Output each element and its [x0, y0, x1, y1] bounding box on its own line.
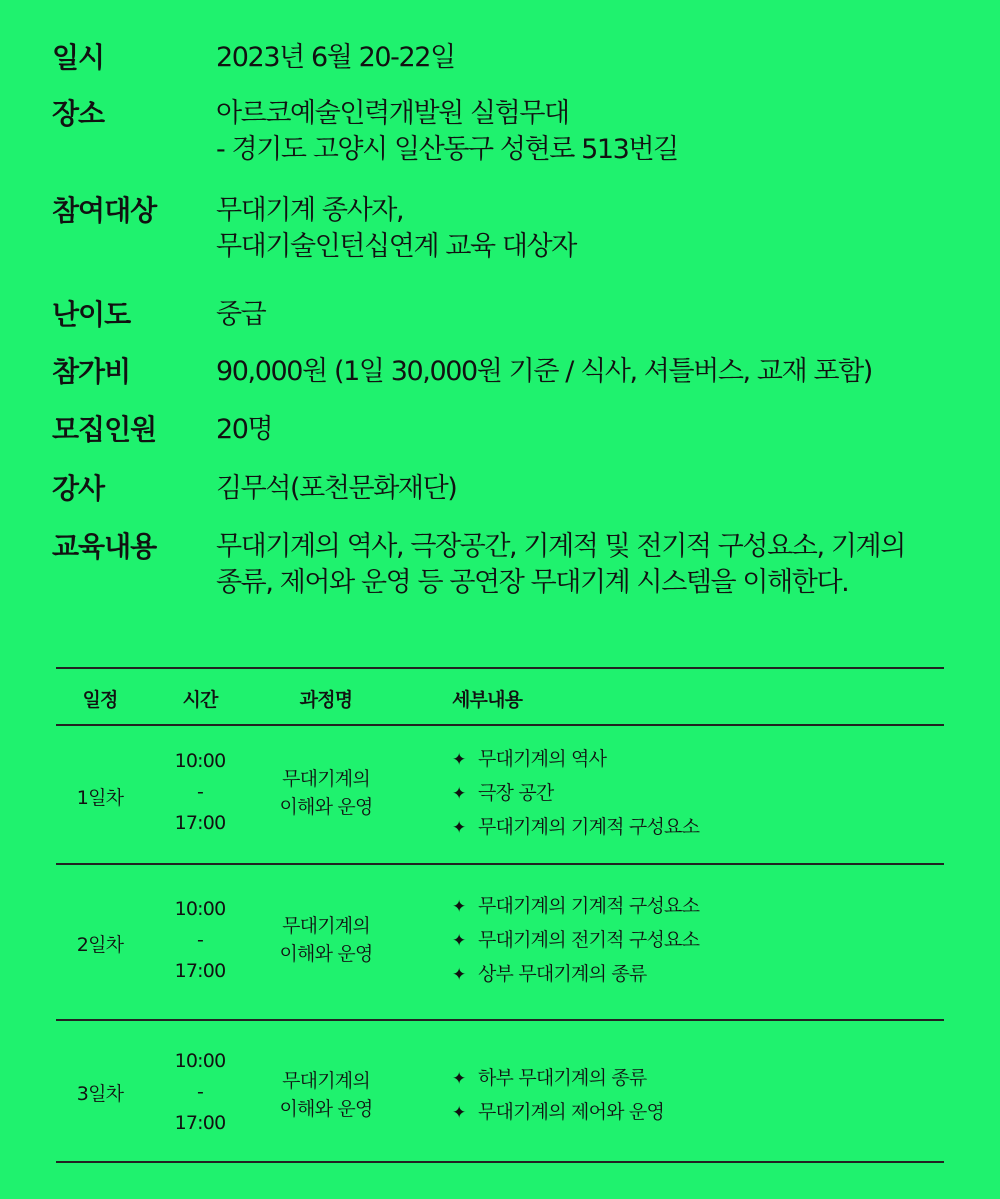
- header-day: 일정: [82, 689, 118, 711]
- info-line: 종류, 제어와 운영 등 공연장 무대기계 시스템을 이해한다.: [216, 567, 849, 598]
- info-line: 20명: [216, 414, 273, 445]
- row-course: [266, 1067, 386, 1123]
- time-start: 10:00: [174, 898, 226, 920]
- detail-text: 상부 무대기계의 종류: [478, 963, 647, 985]
- detail-item: [452, 811, 699, 845]
- info-label: 난이도: [52, 298, 131, 331]
- row-day: 2일차: [76, 934, 124, 956]
- info-label: 일시: [52, 41, 105, 74]
- info-value: [216, 354, 976, 390]
- info-line: 무대기계의 역사, 극장공간, 기계적 및 전기적 구성요소, 기계의: [216, 531, 905, 562]
- detail-text: 무대기계의 기계적 구성요소: [478, 895, 700, 917]
- row-time: [160, 1046, 240, 1139]
- row-time: [160, 894, 240, 987]
- detail-text: 무대기계의 역사: [478, 748, 607, 770]
- info-line: 무대기술인턴십연계 교육 대상자: [216, 231, 576, 262]
- row-time: [160, 746, 240, 839]
- time-separator: -: [196, 929, 204, 951]
- info-line: - 경기도 고양시 일산동구 성현로 513번길: [216, 134, 678, 165]
- sparkle-icon: ✦: [452, 784, 466, 804]
- sparkle-icon: ✦: [452, 897, 466, 917]
- row-details: [452, 1062, 664, 1130]
- header-time: 시간: [182, 689, 218, 711]
- detail-text: 무대기계의 기계적 구성요소: [478, 816, 700, 838]
- info-line: 김무석(포천문화재단): [216, 473, 457, 504]
- table-divider: [56, 724, 944, 726]
- detail-item: [452, 777, 699, 811]
- time-start: 10:00: [174, 750, 226, 772]
- header-course: 과정명: [299, 689, 353, 711]
- row-details: [452, 890, 699, 992]
- info-value: [216, 529, 976, 601]
- info-line: 2023년 6월 20-22일: [216, 42, 455, 73]
- row-course: [266, 912, 386, 968]
- sparkle-icon: ✦: [452, 965, 466, 985]
- time-start: 10:00: [174, 1050, 226, 1072]
- info-line: 무대기계 종사자,: [216, 195, 404, 226]
- sparkle-icon: ✦: [452, 750, 466, 770]
- info-value: [216, 471, 976, 507]
- detail-text: 무대기계의 제어와 운영: [478, 1101, 665, 1123]
- row-details: [452, 743, 699, 845]
- info-label: 참가비: [52, 355, 131, 388]
- info-value: [216, 297, 976, 333]
- time-separator: -: [196, 781, 204, 803]
- detail-text: 무대기계의 전기적 구성요소: [478, 929, 700, 951]
- sparkle-icon: ✦: [452, 818, 466, 838]
- course-line: 이해와 운영: [279, 796, 373, 818]
- detail-item: [452, 890, 699, 924]
- row-course: [266, 765, 386, 821]
- detail-item: [452, 1096, 664, 1130]
- info-label: 장소: [52, 97, 105, 130]
- time-end: 17:00: [174, 960, 226, 982]
- detail-item: [452, 1062, 664, 1096]
- info-value: [216, 96, 976, 168]
- time-end: 17:00: [174, 812, 226, 834]
- course-line: 이해와 운영: [279, 943, 373, 965]
- detail-text: 극장 공간: [478, 782, 554, 804]
- sparkle-icon: ✦: [452, 1069, 466, 1089]
- schedule-table: [56, 667, 944, 1163]
- course-line: 무대기계의: [282, 915, 370, 937]
- info-label: 강사: [52, 472, 105, 505]
- info-value: [216, 193, 976, 265]
- info-value: [216, 40, 976, 76]
- info-value: [216, 412, 976, 448]
- table-divider: [56, 667, 944, 669]
- table-divider: [56, 863, 944, 865]
- info-label: 교육내용: [52, 530, 157, 563]
- detail-item: [452, 924, 699, 958]
- course-line: 무대기계의: [282, 1070, 370, 1092]
- time-separator: -: [196, 1081, 204, 1103]
- detail-item: [452, 958, 699, 992]
- table-divider: [56, 1161, 944, 1163]
- course-line: 이해와 운영: [279, 1098, 373, 1120]
- course-line: 무대기계의: [282, 768, 370, 790]
- table-divider: [56, 1019, 944, 1021]
- info-line: 90,000원 (1일 30,000원 기준 / 식사, 셔틀버스, 교재 포함): [216, 356, 872, 387]
- sparkle-icon: ✦: [452, 1103, 466, 1123]
- row-day: 3일차: [76, 1083, 124, 1105]
- info-label: 참여대상: [52, 194, 157, 227]
- header-detail: 세부내용: [452, 689, 523, 711]
- detail-item: [452, 743, 699, 777]
- info-line: 중급: [216, 299, 266, 330]
- info-line: 아르코예술인력개발원 실험무대: [216, 98, 569, 129]
- info-label: 모집인원: [52, 413, 157, 446]
- sparkle-icon: ✦: [452, 931, 466, 951]
- detail-text: 하부 무대기계의 종류: [478, 1067, 647, 1089]
- row-day: 1일차: [76, 787, 124, 809]
- time-end: 17:00: [174, 1112, 226, 1134]
